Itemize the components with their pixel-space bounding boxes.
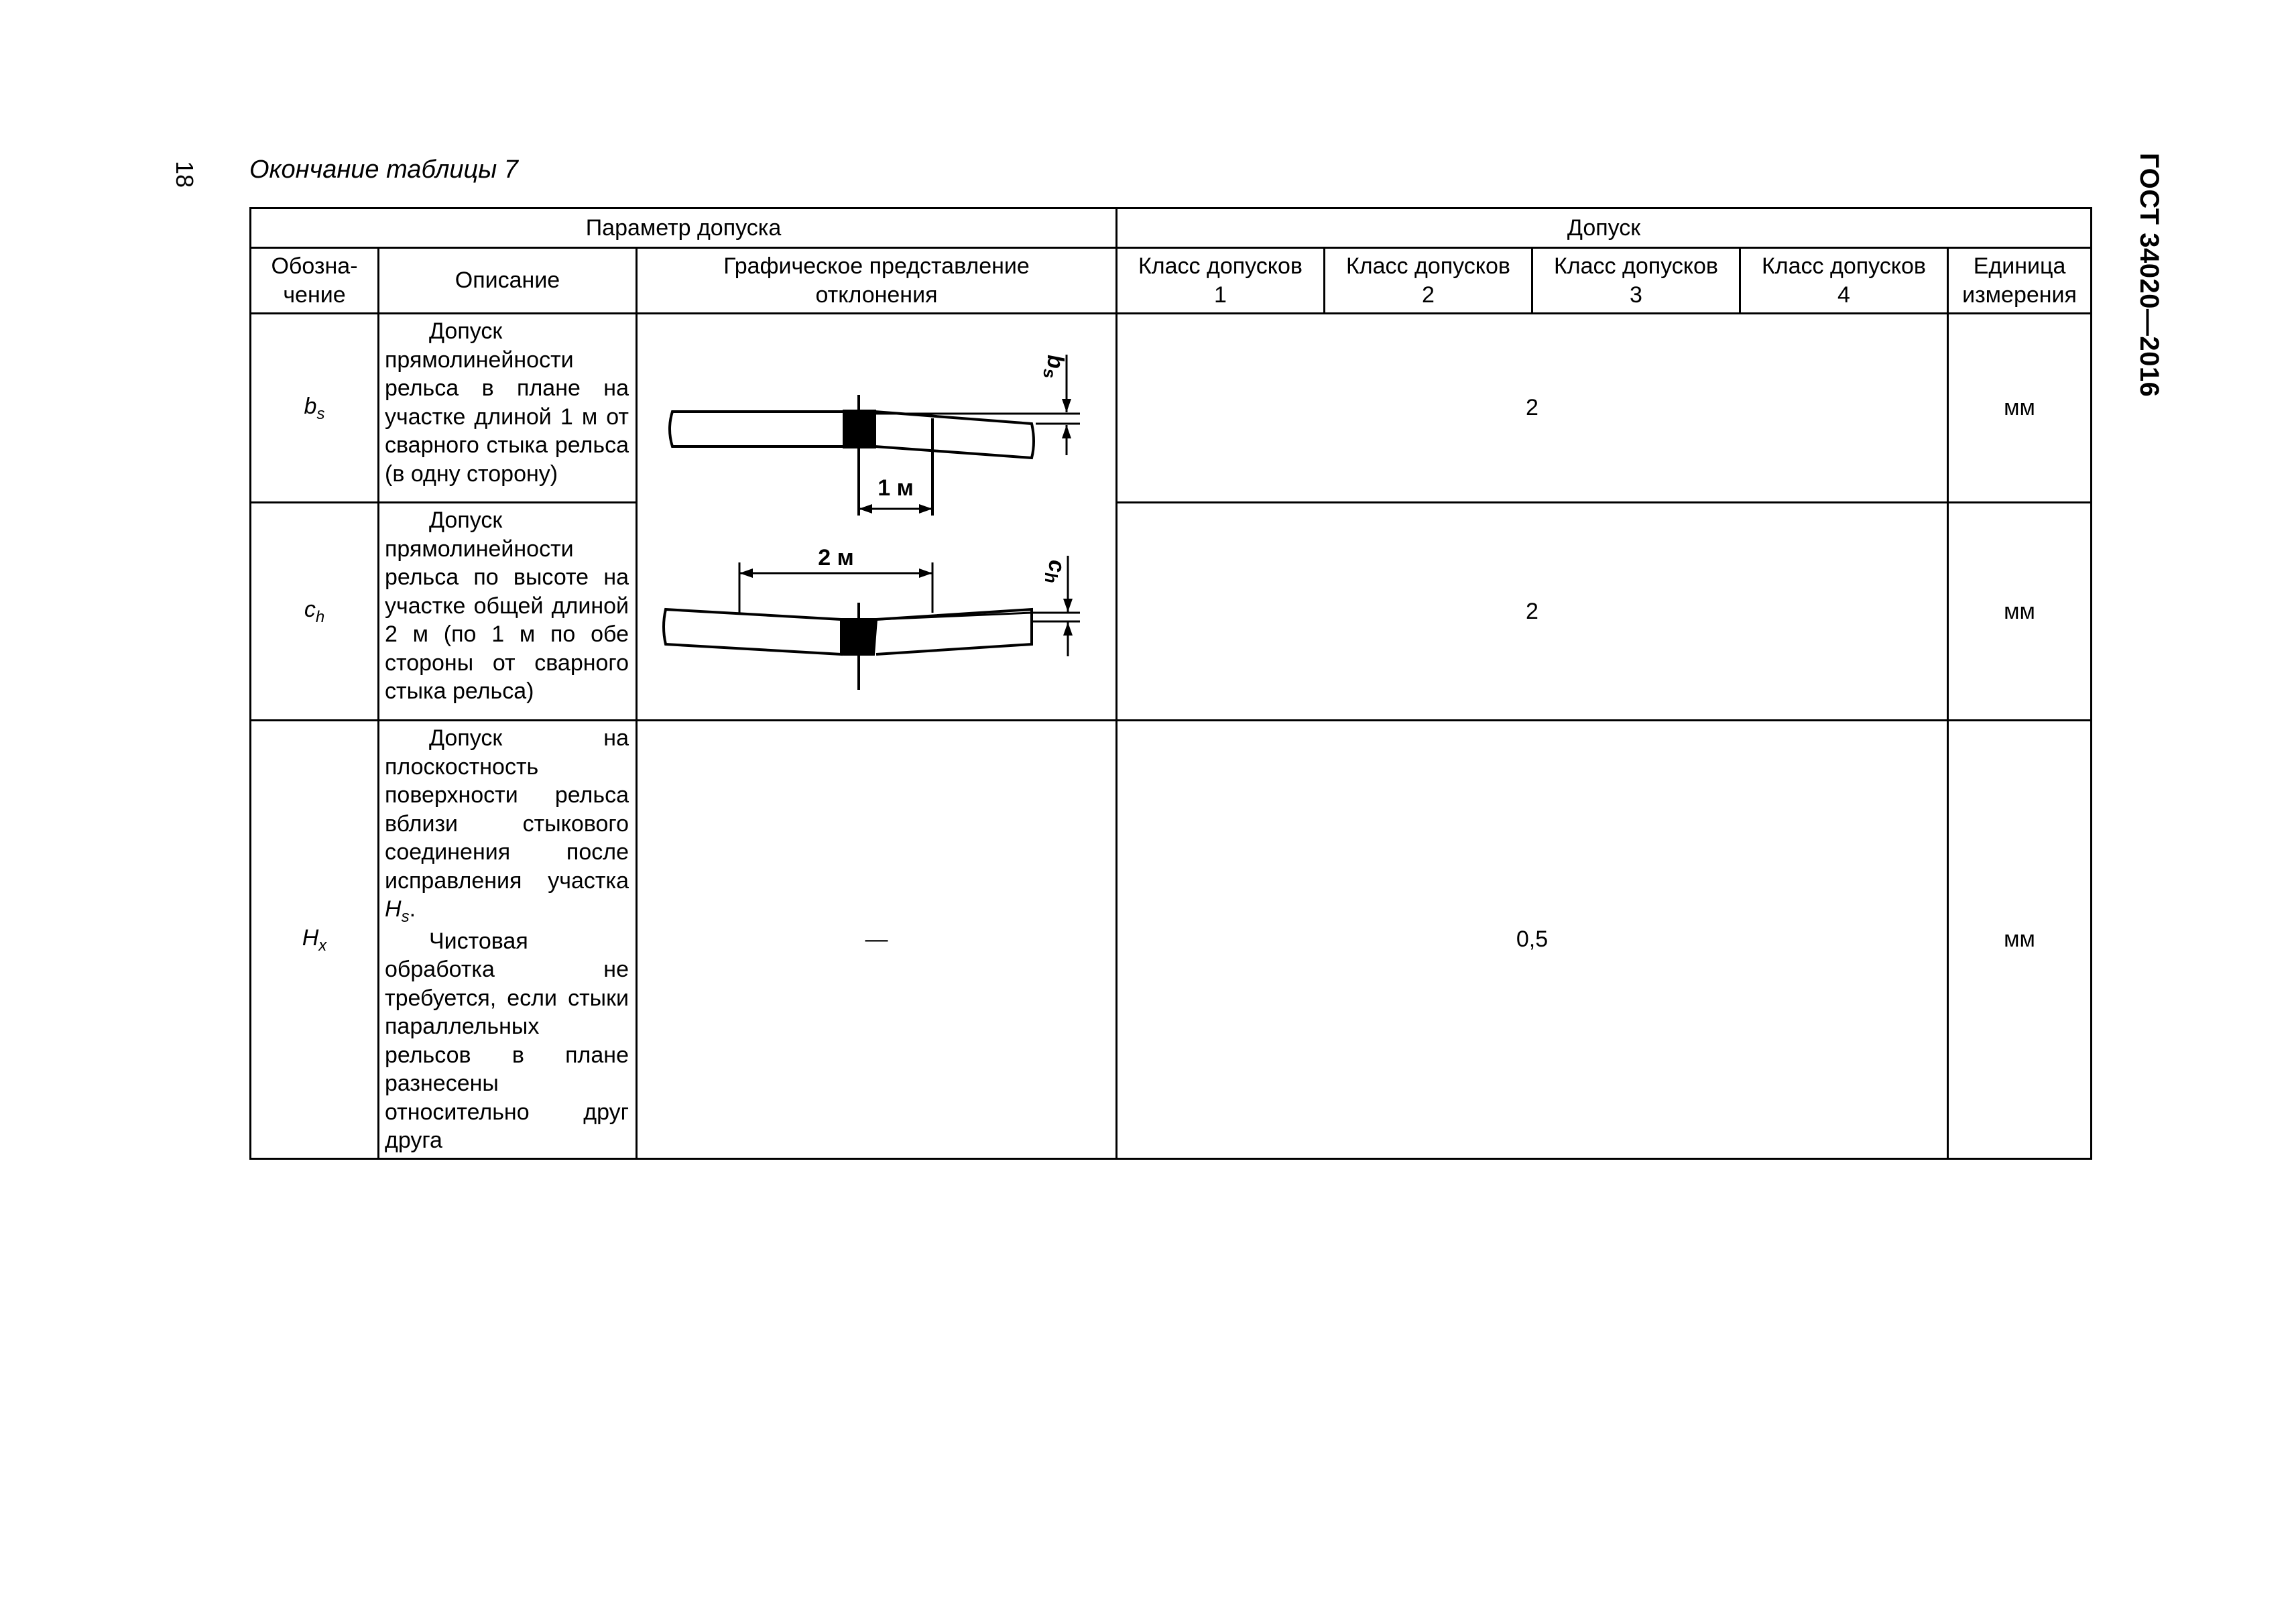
group-header-row — [251, 208, 2092, 248]
table-row — [251, 721, 2092, 1159]
deviation-diagrams — [638, 314, 1117, 719]
plan-deviation-drawing — [670, 355, 1080, 516]
header-parameter: Параметр допуска — [251, 208, 1117, 248]
header-description: Описание — [379, 248, 637, 314]
header-tolerance: Допуск — [1117, 208, 2092, 248]
no-graphic-dash: — — [637, 721, 1117, 1159]
deviation-graphics — [637, 314, 1117, 721]
header-designation: Обозна- чение — [251, 248, 379, 314]
dimension-label-1: 1 м — [878, 475, 914, 501]
row-symbol: $c_h$ — [251, 503, 379, 721]
row-unit: мм — [1948, 721, 2092, 1159]
row-value: 0,5 — [1117, 721, 1948, 1159]
row-symbol: $H_x$ — [251, 721, 379, 1159]
column-header-row — [251, 248, 2092, 314]
row-unit: мм — [1948, 314, 2092, 503]
page-number: 18 — [171, 161, 198, 188]
dimension-label-2: 2 м — [818, 545, 854, 570]
row-value: 2 — [1117, 503, 1948, 721]
height-deviation-drawing — [664, 556, 1080, 690]
document-code: ГОСТ 34020—2016 — [2134, 153, 2164, 398]
deviation-label-ch: ch — [1041, 560, 1069, 583]
table-caption: Окончание таблицы 7 — [249, 156, 518, 184]
header-graphic: Графическое представление отклонения — [637, 248, 1117, 314]
table-row — [251, 314, 2092, 503]
tolerance-table — [249, 207, 2092, 1160]
header-class-3: Класс допусков 3 — [1532, 248, 1740, 314]
deviation-label-bs: bs — [1040, 355, 1068, 379]
row-description: Допуск на плоскостность поверхности рельса вблизи стыкового соединения после исправления участка $H_s$. Чистовая обработка не требуется, если стыки параллельных рельсов в плане разнесены относительно друг друга — [379, 721, 637, 1159]
row-value: 2 — [1117, 314, 1948, 503]
header-class-1: Класс допусков 1 — [1117, 248, 1325, 314]
row-description: Допуск прямолинейности рельса в плане на участке длиной 1 м от сварного стыка рельса (в одну сторону) — [379, 314, 637, 503]
header-class-2: Класс допусков 2 — [1325, 248, 1532, 314]
row-unit: мм — [1948, 503, 2092, 721]
table-row — [251, 503, 2092, 721]
row-description: Допуск прямолинейности рельса по высоте на участке общей длиной 2 м (по 1 м по обе стороны от сварного стыка рельса) — [379, 503, 637, 721]
header-unit: Единица измерения — [1948, 248, 2092, 314]
row-symbol: $b_s$ — [251, 314, 379, 503]
header-class-4: Класс допусков 4 — [1740, 248, 1948, 314]
